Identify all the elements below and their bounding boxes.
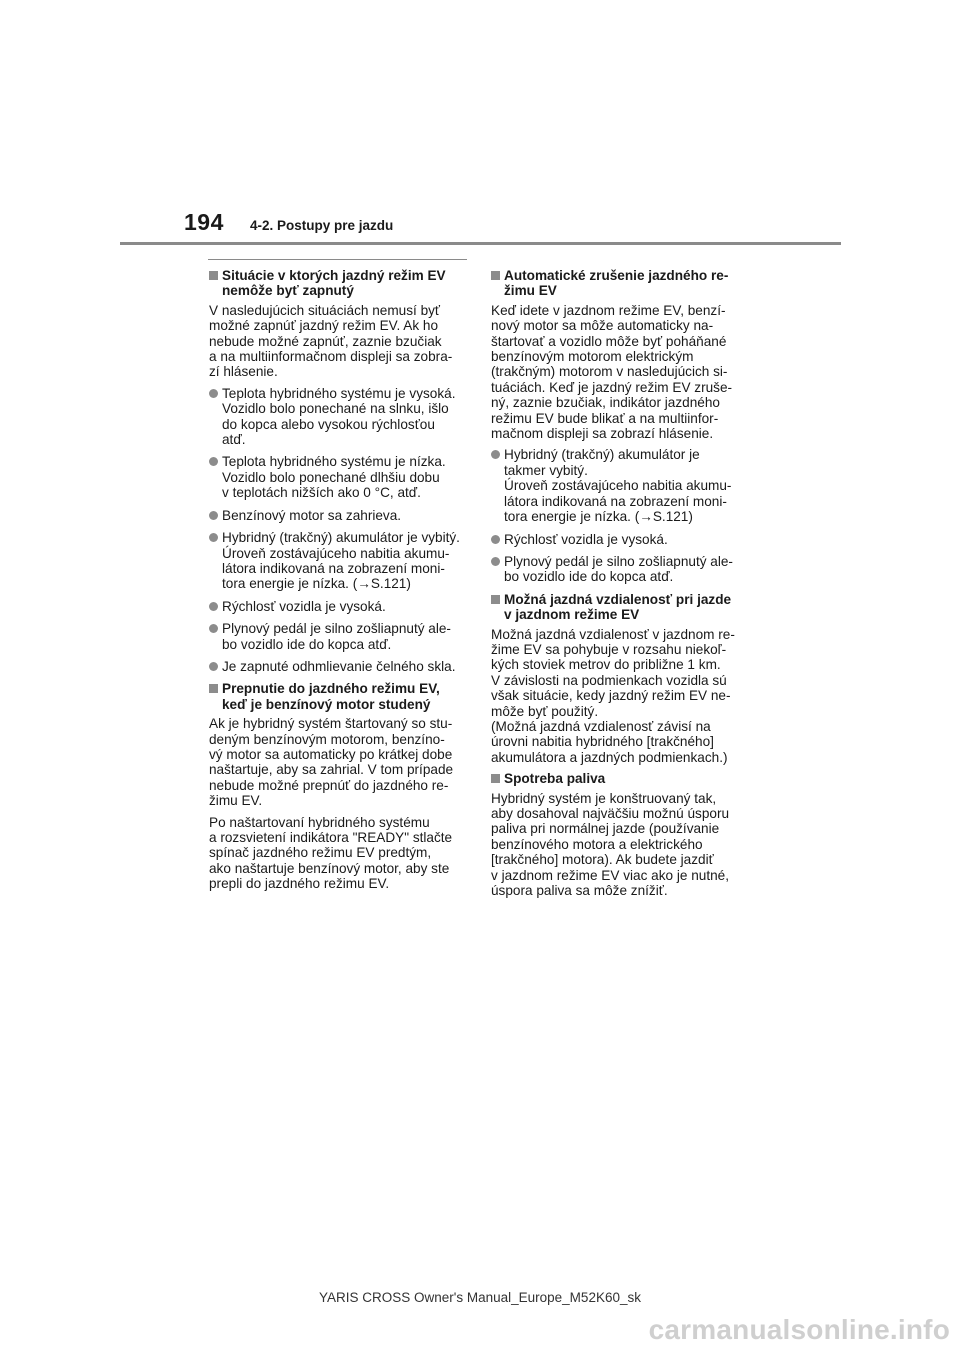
text-line: Ak je hybridný systém štartovaný so stu-	[209, 716, 453, 732]
paragraph-automatic-cancel	[491, 303, 757, 442]
text-line: však situácie, kedy jazdný režim EV ne-	[491, 688, 731, 704]
text-line: možné zapnúť jazdný režim EV. Ak ho	[209, 318, 439, 334]
text-line: Rýchlosť vozidla je vysoká.	[504, 531, 668, 547]
text-line: nový motor sa môže automaticky na-	[491, 318, 714, 334]
text-line: Prepnutie do jazdného režimu EV,	[222, 681, 440, 697]
watermark: carmanualsonline.info	[648, 1314, 950, 1345]
text-line: zí hlásenie.	[209, 364, 278, 380]
header-rule	[120, 242, 841, 245]
page-number: 194	[184, 209, 224, 235]
bullet-low-temperature	[209, 454, 471, 500]
footer-manual-id: YARIS CROSS Owner's Manual_Europe_M52K60_sk	[319, 1290, 641, 1305]
bullet-engine-warming	[209, 508, 471, 523]
text-line: ný, zaznie bzučiak, indikátor jazdného	[491, 395, 720, 411]
text-line: atď.	[222, 432, 246, 448]
round-bullet-icon	[491, 557, 500, 566]
section-title: 4-2. Postupy pre jazdu	[250, 218, 394, 233]
text-line: paliva pri normálnej jazde (používanie	[491, 821, 720, 837]
text-line: V nasledujúcich situáciách nemusí byť	[209, 302, 441, 318]
text-line: Plynový pedál je silno zošliapnutý ale-	[504, 553, 733, 569]
bullet-battery-discharged	[209, 530, 471, 592]
text-line: benzínového motora a elektrického	[491, 836, 703, 852]
text-line: ako naštartuje benzínový motor, aby ste	[209, 860, 450, 876]
heading-automatic-cancel	[491, 268, 757, 299]
text-line: bo vozidlo ide do kopca atď.	[222, 636, 392, 652]
text-line: nebude možné zapnúť, zaznie bzučiak	[209, 333, 442, 349]
bullet-accelerator-pressed	[209, 621, 471, 652]
round-bullet-icon	[491, 450, 500, 459]
text-line: Plynový pedál je silno zošliapnutý ale-	[222, 621, 451, 637]
text-line: režimu EV bude blikať a na multiinfor-	[491, 410, 719, 426]
square-bullet-icon	[491, 271, 500, 280]
bullet-battery-nearly-discharged	[491, 447, 757, 524]
bullet-high-speed	[209, 599, 471, 614]
bullet-accelerator-pressed	[491, 554, 757, 585]
text-line: V závislosti na podmienkach vozidla sú	[491, 672, 727, 688]
round-bullet-icon	[209, 602, 218, 611]
text-line: Benzínový motor sa zahrieva.	[222, 507, 402, 523]
text-line: kých stoviek metrov do približne 1 km.	[491, 657, 721, 673]
square-bullet-icon	[491, 774, 500, 783]
text-line: Možná jazdná vzdialenosť v jazdnom re-	[491, 626, 735, 642]
paragraph-ev-driving-range	[491, 627, 757, 766]
text-line: keď je benzínový motor studený	[222, 696, 431, 712]
text-line: spínač jazdného režimu EV predtým,	[209, 845, 432, 861]
square-bullet-icon	[209, 684, 218, 693]
paragraph-ready-indicator	[209, 815, 471, 892]
text-line: tuáciách. Keď je jazdný režim EV zruše-	[491, 379, 733, 395]
text-line: takmer vybitý.	[504, 462, 588, 478]
right-column	[491, 268, 757, 904]
square-bullet-icon	[491, 595, 500, 604]
paragraph-fuel-consumption	[491, 791, 757, 899]
text-line: Vozidlo bolo ponechané na slnku, išlo	[222, 401, 449, 417]
text-line: nemôže byť zapnutý	[222, 283, 354, 299]
text-line: tora energie je nízka. (→S.121)	[504, 509, 693, 525]
round-bullet-icon	[209, 533, 218, 542]
text-line: úrovni nabitia hybridného [trakčného]	[491, 734, 714, 750]
bullet-high-temperature	[209, 386, 471, 448]
text-line: Teplota hybridného systému je vysoká.	[222, 385, 456, 401]
text-line: v jazdnom režime EV viac ako je nutné,	[491, 867, 730, 883]
text-line: Teplota hybridného systému je nízka.	[222, 454, 446, 470]
text-line: Je zapnuté odhmlievanie čelného skla.	[222, 658, 456, 674]
text-line: a na multiinformačnom displeji sa zobra-	[209, 349, 453, 365]
text-line: do kopca alebo vysokou rýchlosťou	[222, 416, 435, 432]
text-line: Situácie v ktorých jazdný režim EV	[222, 268, 446, 283]
column-top-rule	[208, 259, 467, 260]
text-line: bo vozidlo ide do kopca atď.	[504, 569, 674, 585]
text-line: môže byť použitý.	[491, 703, 599, 719]
bullet-windshield-defogger	[209, 659, 471, 674]
text-line: vý motor sa automaticky po krátkej dobe	[209, 746, 453, 762]
text-line: naštartuje, aby sa zahrial. V tom prípade	[209, 762, 454, 778]
heading-ev-unavailable-situations	[209, 268, 471, 299]
text-line: v teplotách nižších ako 0 °C, atď.	[222, 485, 421, 501]
round-bullet-icon	[209, 457, 218, 466]
text-line: deným benzínovým motorom, benzíno-	[209, 731, 445, 747]
paragraph-ev-unavailable-intro	[209, 303, 471, 380]
square-bullet-icon	[209, 271, 218, 280]
text-line: Hybridný (trakčný) akumulátor je vybitý.	[222, 530, 460, 546]
text-line: Rýchlosť vozidla je vysoká.	[222, 598, 386, 614]
text-line: nebude možné prepnúť do jazdného re-	[209, 777, 449, 793]
text-line: látora indikovaná na zobrazení moni-	[504, 493, 727, 509]
text-line: Automatické zrušenie jazdného re-	[504, 268, 729, 283]
round-bullet-icon	[491, 535, 500, 544]
text-line: akumulátora a jazdných podmienkach.)	[491, 749, 728, 765]
text-line: (trakčným) motorom v nasledujúcich si-	[491, 364, 728, 380]
text-line: aby dosahoval najväčšiu možnú úsporu	[491, 806, 730, 821]
text-line: Možná jazdná vzdialenosť pri jazde	[504, 591, 732, 607]
text-line: [trakčného] motora). Ak budete jazdiť	[491, 852, 714, 868]
text-line: Úroveň zostávajúceho nabitia akumu-	[504, 478, 732, 494]
text-line: žimu EV	[504, 283, 557, 299]
left-column	[209, 268, 471, 898]
paragraph-cold-engine	[209, 716, 471, 808]
text-line: štartovať a vozidlo môže byť poháňané	[491, 333, 727, 349]
heading-fuel-consumption	[491, 771, 757, 786]
text-line: prepli do jazdného režimu EV.	[209, 876, 390, 892]
text-line: v jazdnom režime EV	[504, 607, 640, 623]
bullet-high-speed	[491, 532, 757, 547]
text-line: Hybridný (trakčný) akumulátor je	[504, 447, 700, 463]
text-line: benzínovým motorom elektrickým	[491, 349, 694, 365]
text-line: a rozsvietení indikátora "READY" stlačte	[209, 830, 453, 845]
text-line: Hybridný systém je konštruovaný tak,	[491, 790, 717, 806]
text-line: látora indikovaná na zobrazení moni-	[222, 560, 445, 576]
text-line: (Možná jazdná vzdialenosť závisí na	[491, 718, 711, 734]
text-line: Po naštartovaní hybridného systému	[209, 814, 430, 830]
heading-ev-cold-engine	[209, 681, 471, 712]
text-line: Úroveň zostávajúceho nabitia akumu-	[222, 545, 450, 561]
text-line: úspora paliva sa môže znížiť.	[491, 883, 668, 899]
text-line: Vozidlo bolo ponechané dlhšiu dobu	[222, 469, 440, 485]
text-line: Keď idete v jazdnom režime EV, benzí-	[491, 302, 726, 318]
round-bullet-icon	[209, 389, 218, 398]
text-line: žime EV sa pohybuje v rozsahu niekoľ-	[491, 641, 727, 657]
text-line: tora energie je nízka. (→S.121)	[222, 576, 411, 592]
heading-ev-driving-range	[491, 592, 757, 623]
round-bullet-icon	[209, 662, 218, 671]
text-line: mačnom displeji sa zobrazí hlásenie.	[491, 426, 714, 442]
round-bullet-icon	[209, 624, 218, 633]
text-line: Spotreba paliva	[504, 771, 606, 787]
text-line: žimu EV.	[209, 793, 263, 809]
round-bullet-icon	[209, 511, 218, 520]
